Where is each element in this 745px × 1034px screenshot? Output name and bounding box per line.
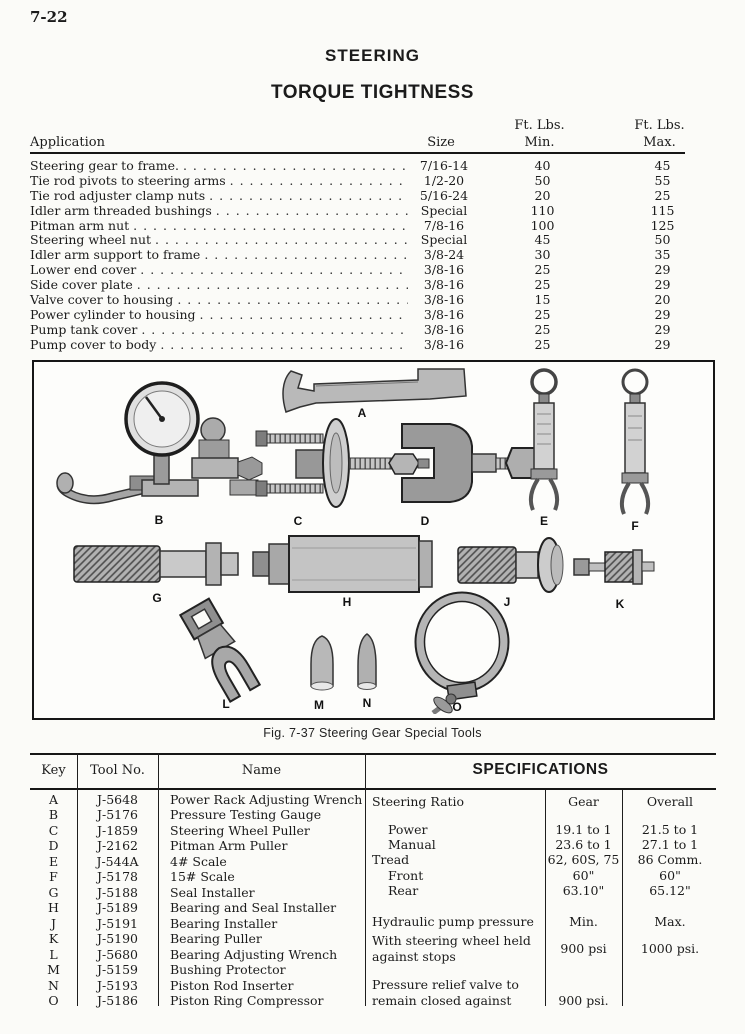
torque-size: 3/8-16 (423, 306, 465, 322)
tool-row (30, 962, 365, 978)
tool-row (30, 947, 365, 963)
torque-table-row (30, 248, 720, 263)
spec-label-line: Pressure relief valve to (372, 977, 519, 992)
torque-min: 15 (534, 292, 551, 308)
tool-key: D (48, 838, 59, 854)
tool-name: Bearing Adjusting Wrench (170, 946, 338, 962)
tool-number: J-5186 (96, 992, 139, 1008)
torque-application: Pump tank cover (30, 321, 138, 337)
tool-name: Bushing Protector (170, 962, 286, 978)
tool-number: J-2162 (96, 838, 139, 854)
special-tools-figure (34, 362, 709, 714)
spec-value-1: 19.1 to 1 (555, 822, 612, 837)
tool-b-illustration (57, 383, 262, 500)
tool-name: 4# Scale (170, 853, 227, 869)
torque-application: Tie rod adjuster clamp nuts (30, 187, 206, 203)
torque-min: 50 (534, 172, 551, 188)
spec-value-1: 63.10" (562, 883, 605, 898)
tool-number: J-5176 (96, 807, 139, 823)
column-header-ftlbs-min (477, 118, 602, 152)
torque-max: 25 (654, 187, 671, 203)
torque-max: 29 (654, 262, 671, 278)
tool-name: Power Rack Adjusting Wrench (170, 792, 363, 807)
torque-application: Pitman arm nut (30, 217, 130, 233)
spec-value-2: 1000 psi. (640, 941, 700, 956)
tool-number: J-5189 (96, 900, 139, 916)
tool-n-illustration (358, 634, 376, 690)
torque-application: Steering wheel nut (30, 232, 152, 248)
tool-row (30, 900, 365, 916)
torque-table-row (30, 338, 720, 353)
torque-min: 45 (534, 232, 551, 248)
tool-row (30, 792, 365, 808)
tool-row (30, 838, 365, 854)
torque-max: 20 (654, 292, 671, 308)
tool-number: J-5193 (96, 977, 139, 993)
column-header-application: Application (30, 135, 105, 150)
spec-label (372, 933, 542, 964)
spec-value-2: 60" (659, 867, 681, 883)
torque-application: Valve cover to housing (30, 292, 174, 308)
torque-size: 5/16-24 (419, 187, 469, 203)
figure-label-f: F (631, 519, 639, 533)
dot-leader (133, 278, 408, 293)
torque-max: 29 (654, 306, 671, 322)
torque-min: 25 (534, 262, 551, 278)
torque-min: 25 (534, 321, 551, 337)
tool-name: Bearing Puller (170, 931, 262, 947)
spec-label: Front (388, 867, 424, 883)
tool-l-illustration (180, 598, 259, 702)
ftlbs-max-line1: Ft. Lbs. (634, 118, 685, 134)
tool-name: Seal Installer (170, 884, 255, 900)
torque-min: 110 (530, 202, 555, 218)
tool-key: B (48, 807, 59, 823)
torque-table-row (30, 293, 720, 308)
spec-value-2: 65.12" (649, 883, 691, 898)
spec-value-1: Gear (568, 794, 599, 809)
tool-number: J-5648 (96, 792, 139, 807)
figure-label-a: A (357, 406, 367, 420)
tool-key: G (48, 884, 59, 900)
figure-label-k: K (615, 597, 625, 611)
tool-key: N (48, 977, 59, 993)
torque-size: 3/8-16 (423, 336, 465, 352)
tool-g-illustration (74, 543, 238, 585)
torque-size: 1/2-20 (423, 172, 465, 188)
figure-label-g: G (152, 591, 162, 605)
tool-number: J-1859 (96, 822, 139, 838)
tool-number: J-5191 (96, 915, 139, 931)
spec-value-2: Overall (646, 794, 694, 809)
spec-value-1: 62, 60S, 75 (547, 852, 620, 867)
tool-key: A (48, 792, 59, 807)
tool-row (30, 807, 365, 823)
dot-leader (151, 233, 408, 248)
tool-key: C (48, 822, 59, 838)
torque-table-row (30, 204, 720, 219)
spec-label (372, 977, 542, 1008)
torque-table-header (30, 110, 720, 152)
spec-value-1: 900 psi (560, 941, 607, 956)
spec-label: Tread (372, 852, 410, 867)
dot-leader (173, 293, 408, 308)
tool-row (30, 869, 365, 885)
tool-h-illustration (253, 536, 432, 592)
ftlbs-min-line1: Ft. Lbs. (514, 118, 565, 134)
torque-max: 50 (654, 232, 671, 248)
torque-application: Idler arm support to frame (30, 247, 201, 263)
torque-min: 25 (534, 336, 551, 352)
figure-label-d: D (420, 514, 430, 528)
tool-name: Piston Ring Compressor (170, 992, 324, 1008)
dot-leader (200, 248, 408, 263)
torque-max: 55 (654, 172, 671, 188)
tool-number: J-5188 (96, 884, 139, 900)
torque-min: 30 (534, 247, 551, 263)
tool-name: Piston Rod Inserter (170, 977, 294, 993)
torque-application: Side cover plate (30, 277, 133, 293)
torque-min: 40 (534, 158, 551, 173)
torque-size: 7/8-16 (423, 217, 465, 233)
page-number: 7-22 (30, 8, 68, 26)
spec-value-1: 60" (572, 867, 595, 883)
torque-max: 45 (654, 158, 671, 173)
torque-size: 7/16-14 (419, 158, 469, 173)
spec-value-1: Min. (569, 914, 598, 929)
tool-key: F (49, 869, 58, 885)
spec-label: Manual (388, 837, 436, 852)
spec-label: Hydraulic pump pressure (372, 914, 534, 929)
column-header-tool-no: Tool No. (90, 763, 145, 778)
figure-label-b: B (154, 513, 164, 527)
tool-k-illustration (574, 550, 654, 584)
tool-row (30, 916, 365, 932)
tool-key: L (49, 946, 58, 962)
torque-size: Special (420, 202, 468, 218)
figure-caption: Fig. 7-37 Steering Gear Special Tools (263, 726, 482, 740)
tool-number: J-544A (96, 853, 139, 869)
tool-row (30, 931, 365, 947)
spec-table-header-rule (30, 788, 716, 790)
tool-key: M (47, 962, 60, 978)
tool-number: J-5178 (96, 869, 139, 885)
torque-min: 25 (534, 277, 551, 293)
figure-label-l: L (222, 697, 230, 711)
tool-name: 15# Scale (170, 869, 235, 885)
tool-row (30, 823, 365, 839)
tool-key: K (48, 931, 59, 947)
figure-label-m: M (314, 698, 324, 712)
tool-row (30, 885, 365, 901)
torque-table-row (30, 308, 720, 323)
torque-size: 3/8-16 (423, 277, 465, 293)
spec-label-line: remain closed against (372, 992, 512, 1008)
tool-key: O (48, 992, 59, 1008)
torque-tightness-table (30, 110, 720, 353)
torque-application: Pump cover to body (30, 336, 157, 352)
torque-size: 3/8-16 (423, 321, 465, 337)
torque-table-title: TORQUE TIGHTNESS (271, 82, 474, 103)
spec-value-2: 86 Comm. (637, 852, 703, 867)
torque-table-row (30, 189, 720, 204)
figure-label-c: C (293, 514, 303, 528)
dot-leader (196, 308, 408, 323)
column-divider (365, 753, 366, 1006)
spec-label: Rear (388, 883, 419, 898)
torque-max: 115 (650, 202, 675, 218)
tool-row (30, 854, 365, 870)
tool-j-illustration (458, 538, 563, 592)
spec-value-1: 23.6 to 1 (555, 837, 612, 852)
torque-size: 3/8-24 (423, 247, 465, 263)
dot-leader (136, 263, 408, 278)
torque-table-row (30, 323, 720, 338)
tool-name: Steering Wheel Puller (170, 822, 310, 838)
spec-label: Steering Ratio (372, 794, 465, 809)
column-header-name: Name (241, 763, 282, 778)
torque-application: Idler arm threaded bushings (30, 202, 212, 218)
spec-value-1: 900 psi. (558, 992, 609, 1008)
spec-label-line: against stops (372, 948, 456, 964)
torque-application: Lower end cover (30, 262, 137, 278)
ftlbs-max-line2: Max. (643, 135, 676, 151)
tool-o-illustration (416, 593, 509, 715)
torque-application: Steering gear to frame. (30, 158, 179, 173)
spec-label: Power (388, 822, 428, 837)
torque-min: 100 (530, 217, 555, 233)
spec-label-line: With steering wheel held (372, 933, 531, 948)
specifications-table (0, 750, 745, 1016)
tool-row (30, 993, 365, 1009)
tool-key: H (48, 900, 59, 916)
torque-size: 3/8-16 (423, 262, 465, 278)
ftlbs-min-line2: Min. (524, 135, 555, 151)
torque-size: Special (420, 232, 468, 248)
figure-label-n: N (362, 696, 372, 710)
torque-max: 29 (654, 321, 671, 337)
figure-label-h: H (342, 595, 352, 609)
torque-table-row (30, 278, 720, 293)
torque-table-rows (30, 159, 720, 353)
figure-label-j: J (503, 595, 511, 609)
tool-key: J (50, 915, 56, 931)
dot-leader (179, 159, 408, 174)
figure-label-e: E (539, 514, 549, 528)
tool-m-illustration (311, 636, 333, 690)
torque-application: Tie rod pivots to steering arms (30, 172, 226, 188)
torque-size: 3/8-16 (423, 292, 465, 308)
spec-value-2: 21.5 to 1 (641, 822, 699, 837)
tool-f-illustration (622, 370, 648, 514)
tool-row (30, 978, 365, 994)
spec-table-top-rule (30, 753, 716, 755)
tool-key: E (48, 853, 59, 869)
torque-max: 29 (654, 277, 671, 293)
tool-number: J-5190 (96, 931, 139, 947)
dot-leader (226, 174, 408, 189)
tool-name: Pitman Arm Puller (170, 838, 288, 854)
torque-table-row (30, 174, 720, 189)
section-title: STEERING (325, 46, 420, 65)
torque-application: Power cylinder to housing (30, 306, 196, 322)
tool-name: Bearing Installer (170, 915, 278, 931)
special-tools-figure-box (32, 360, 715, 720)
dot-leader (212, 204, 408, 219)
dot-leader (156, 338, 408, 353)
tool-a-illustration (283, 369, 466, 412)
torque-min: 25 (534, 306, 551, 322)
torque-table-row (30, 233, 720, 248)
torque-min: 20 (534, 187, 551, 203)
torque-max: 125 (650, 217, 675, 233)
dot-leader (129, 219, 408, 234)
torque-header-rule (30, 152, 685, 154)
tool-e-illustration (531, 370, 557, 510)
figure-label-o: O (452, 700, 462, 714)
tool-number: J-5159 (96, 962, 139, 978)
column-header-key: Key (41, 763, 66, 778)
spec-value-2: Max. (654, 914, 686, 929)
torque-table-row (30, 219, 720, 234)
spec-value-2: 27.1 to 1 (641, 837, 699, 852)
column-header-ftlbs-max (602, 118, 717, 152)
tool-name: Pressure Testing Gauge (170, 807, 322, 823)
column-header-size: Size (427, 135, 455, 150)
torque-table-row (30, 263, 720, 278)
tool-name: Bearing and Seal Installer (170, 900, 337, 916)
tool-number: J-5680 (96, 946, 139, 962)
torque-table-row (30, 159, 720, 174)
torque-max: 35 (654, 247, 671, 263)
dot-leader (205, 189, 408, 204)
dot-leader (137, 323, 408, 338)
torque-max: 29 (654, 336, 671, 352)
specifications-header: SPECIFICATIONS (472, 761, 609, 778)
